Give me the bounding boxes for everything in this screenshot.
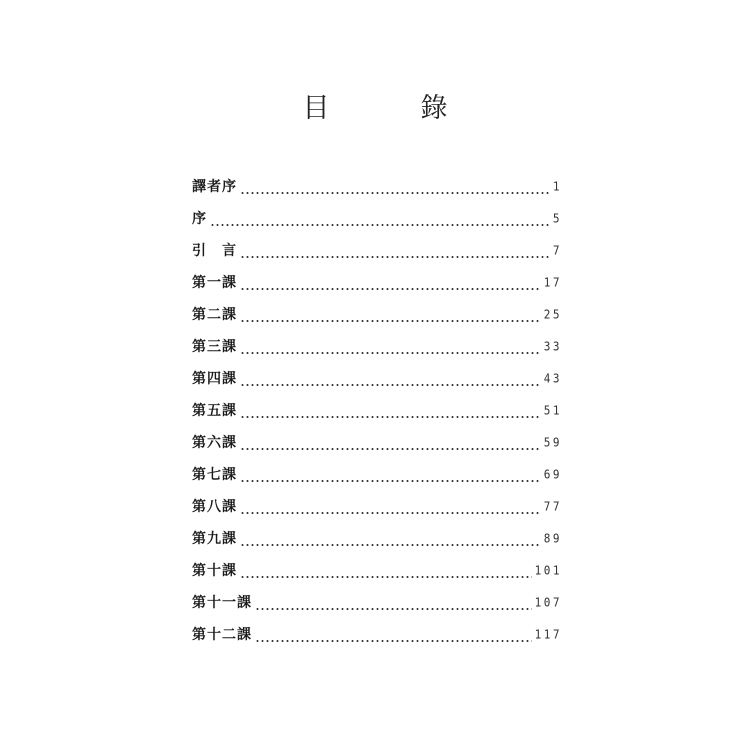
toc-entry-label: 譯者序 — [192, 179, 237, 195]
toc-entry-label: 引 言 — [192, 243, 237, 259]
toc-entry-page: 43 — [543, 370, 562, 386]
toc-entry — [192, 234, 562, 266]
toc-entry-page: 1 — [552, 178, 562, 194]
toc-entry-label: 第十課 — [192, 563, 237, 579]
toc-entry-label: 第五課 — [192, 403, 237, 419]
toc-entry-label: 第一課 — [192, 275, 237, 291]
toc-entry-label: 序 — [192, 211, 207, 227]
toc-entry — [192, 362, 562, 394]
toc-entry — [192, 298, 562, 330]
dot-leader — [240, 535, 541, 547]
dot-leader — [255, 631, 532, 643]
toc-entry-label: 第十二課 — [192, 627, 252, 643]
toc-entry — [192, 426, 562, 458]
toc-entry-page: 117 — [534, 626, 562, 642]
dot-leader — [240, 439, 541, 451]
toc-entry-page: 25 — [543, 306, 562, 322]
toc-entry — [192, 170, 562, 202]
dot-leader — [240, 503, 541, 515]
dot-leader — [240, 375, 541, 387]
toc-entry-page: 17 — [543, 274, 562, 290]
dot-leader — [240, 343, 541, 355]
dot-leader — [240, 311, 541, 323]
toc-entry — [192, 458, 562, 490]
toc-entry-page: 69 — [543, 466, 562, 482]
toc-entry-page: 77 — [543, 498, 562, 514]
dot-leader — [240, 407, 541, 419]
toc-entry-label: 第七課 — [192, 467, 237, 483]
dot-leader — [240, 183, 550, 195]
dot-leader — [240, 567, 532, 579]
toc-entry-page: 89 — [543, 530, 562, 546]
toc-entry — [192, 554, 562, 586]
toc-entry-label: 第三課 — [192, 339, 237, 355]
dot-leader — [255, 599, 532, 611]
toc-entry-label: 第六課 — [192, 435, 237, 451]
toc-entry — [192, 586, 562, 618]
toc-entry-page: 51 — [543, 402, 562, 418]
table-of-contents — [192, 170, 562, 650]
toc-entry-label: 第二課 — [192, 307, 237, 323]
dot-leader — [240, 471, 541, 483]
toc-entry — [192, 394, 562, 426]
toc-entry — [192, 266, 562, 298]
toc-entry-page: 5 — [552, 210, 562, 226]
toc-entry-page: 107 — [534, 594, 562, 610]
toc-entry — [192, 522, 562, 554]
toc-entry-label: 第九課 — [192, 531, 237, 547]
toc-entry — [192, 618, 562, 650]
toc-entry-label: 第十一課 — [192, 595, 252, 611]
toc-entry-page: 59 — [543, 434, 562, 450]
toc-entry-page: 101 — [534, 562, 562, 578]
toc-entry — [192, 202, 562, 234]
toc-entry — [192, 490, 562, 522]
toc-entry-label: 第八課 — [192, 499, 237, 515]
dot-leader — [210, 215, 550, 227]
dot-leader — [240, 279, 541, 291]
toc-entry-page: 33 — [543, 338, 562, 354]
page-title: 目 錄 — [302, 93, 480, 124]
toc-entry — [192, 330, 562, 362]
dot-leader — [240, 247, 550, 259]
toc-entry-page: 7 — [552, 242, 562, 258]
toc-entry-label: 第四課 — [192, 371, 237, 387]
